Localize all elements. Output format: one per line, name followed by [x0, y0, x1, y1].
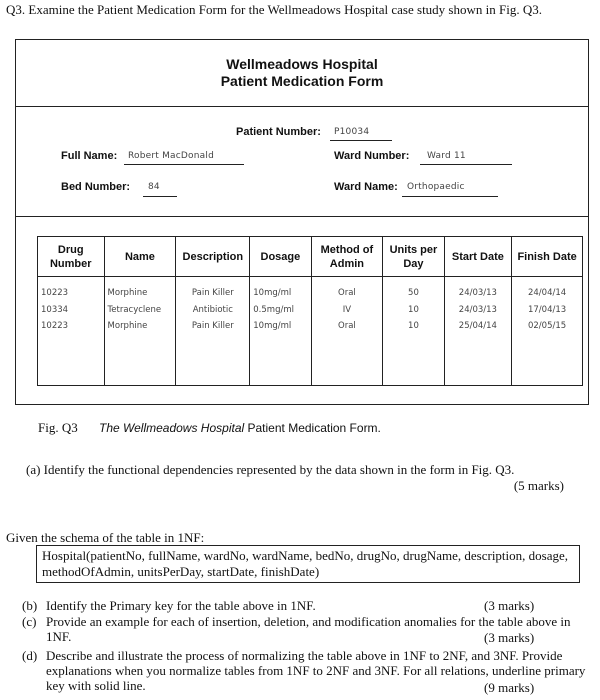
- table-cell: 24/04/14: [512, 277, 583, 302]
- question-b: [22, 598, 590, 613]
- schema-intro: Given the schema of the table in 1NF:: [6, 530, 205, 545]
- question-b-marks: (3 marks): [484, 598, 535, 613]
- full-name-underline: [124, 164, 244, 165]
- table-cell: Oral: [311, 319, 383, 386]
- figure-caption: [38, 420, 381, 436]
- question-intro: Q3. Examine the Patient Medication Form for the Wellmeadows Hospital case study shown in Fig. Q3.: [6, 2, 542, 17]
- table-cell: 25/04/14: [444, 319, 512, 386]
- ward-name-value: Orthopaedic: [407, 182, 465, 192]
- bed-number-value: 84: [148, 182, 160, 192]
- bed-number-label: Bed Number:: [61, 181, 131, 193]
- table-cell: 02/05/15: [512, 319, 583, 386]
- patient-number-value: P10034: [334, 127, 370, 137]
- col-header: Drug Number: [38, 237, 105, 277]
- ward-number-underline: [420, 164, 512, 165]
- form-heading: [16, 56, 588, 90]
- table-cell: Morphine: [104, 319, 176, 386]
- table-cell: 10: [383, 302, 444, 319]
- question-b-tag: (b): [22, 598, 38, 613]
- question-d-text: Describe and illustrate the process of normalizing the table above in 1NF to 2NF, and 3NF. Provide explanations when you normalize tables from 1NF to 2NF and 3NF. For all relations, underline primary key with solid line.: [46, 648, 586, 693]
- table-row: [38, 277, 583, 302]
- schema-box: Hospital(patientNo, fullName, wardNo, wardName, bedNo, drugNo, drugName, description, dosage, methodOfAdmin, unitsPerDay, startDate, finishDate): [36, 545, 580, 583]
- question-a: [26, 462, 586, 494]
- col-header: Finish Date: [512, 237, 583, 277]
- bed-number-underline: [143, 196, 177, 197]
- table-row: [38, 319, 583, 386]
- form-divider-2: [16, 216, 588, 217]
- figure-label: Fig. Q3: [38, 420, 78, 435]
- form-divider: [16, 106, 588, 107]
- question-b-text: Identify the Primary key for the table above in 1NF.: [46, 598, 316, 613]
- table-cell: Antibiotic: [176, 302, 250, 319]
- caption-italic: The Wellmeadows Hospital: [98, 421, 245, 435]
- table-cell: 10: [383, 319, 444, 386]
- ward-number-label: Ward Number:: [334, 150, 410, 162]
- table-cell: 0.5mg/ml: [250, 302, 311, 319]
- ward-number-value: Ward 11: [427, 151, 466, 161]
- col-header: Description: [176, 237, 250, 277]
- question-a-marks: (5 marks): [513, 478, 564, 493]
- table-cell: 10mg/ml: [250, 319, 311, 386]
- table-cell: 10334: [38, 302, 105, 319]
- table-cell: 50: [383, 277, 444, 302]
- table-cell: 10223: [38, 319, 105, 386]
- full-name-label: Full Name:: [61, 150, 118, 162]
- caption-rest: Patient Medication Form.: [247, 421, 381, 435]
- table-cell: Morphine: [104, 277, 176, 302]
- question-a-text: (a) Identify the functional dependencies represented by the data shown in the form in Fig. Q3.: [26, 462, 515, 477]
- medication-table: [37, 236, 583, 386]
- patient-number-label: Patient Number:: [236, 126, 321, 138]
- full-name-value: Robert MacDonald: [128, 151, 214, 161]
- question-d: [22, 648, 590, 696]
- table-cell: 17/04/13: [512, 302, 583, 319]
- question-c: [22, 614, 590, 646]
- ward-name-label: Ward Name:: [334, 181, 398, 193]
- hospital-name: Wellmeadows Hospital: [226, 56, 378, 72]
- table-cell: 10mg/ml: [250, 277, 311, 302]
- col-header: Method of Admin: [311, 237, 383, 277]
- table-cell: 24/03/13: [444, 302, 512, 319]
- table-header-row: [38, 237, 583, 277]
- col-header: Start Date: [444, 237, 512, 277]
- table-cell: 10223: [38, 277, 105, 302]
- table-cell: IV: [311, 302, 383, 319]
- table-cell: Tetracyclene: [104, 302, 176, 319]
- col-header: Dosage: [250, 237, 311, 277]
- table-row: [38, 302, 583, 319]
- question-c-marks: (3 marks): [484, 630, 535, 645]
- col-header: Units per Day: [383, 237, 444, 277]
- table-cell: Oral: [311, 277, 383, 302]
- question-d-marks: (9 marks): [484, 680, 535, 695]
- table-cell: Pain Killer: [176, 319, 250, 386]
- question-c-tag: (c): [22, 614, 37, 629]
- form-title: Patient Medication Form: [220, 73, 384, 89]
- question-c-text: Provide an example for each of insertion, deletion, and modification anomalies for the table above in 1NF.: [46, 614, 571, 644]
- col-header: Name: [104, 237, 176, 277]
- ward-name-underline: [402, 196, 498, 197]
- question-d-tag: (d): [22, 648, 38, 663]
- medication-form: [15, 39, 589, 405]
- table-cell: 24/03/13: [444, 277, 512, 302]
- patient-number-underline: [330, 140, 392, 141]
- table-cell: Pain Killer: [176, 277, 250, 302]
